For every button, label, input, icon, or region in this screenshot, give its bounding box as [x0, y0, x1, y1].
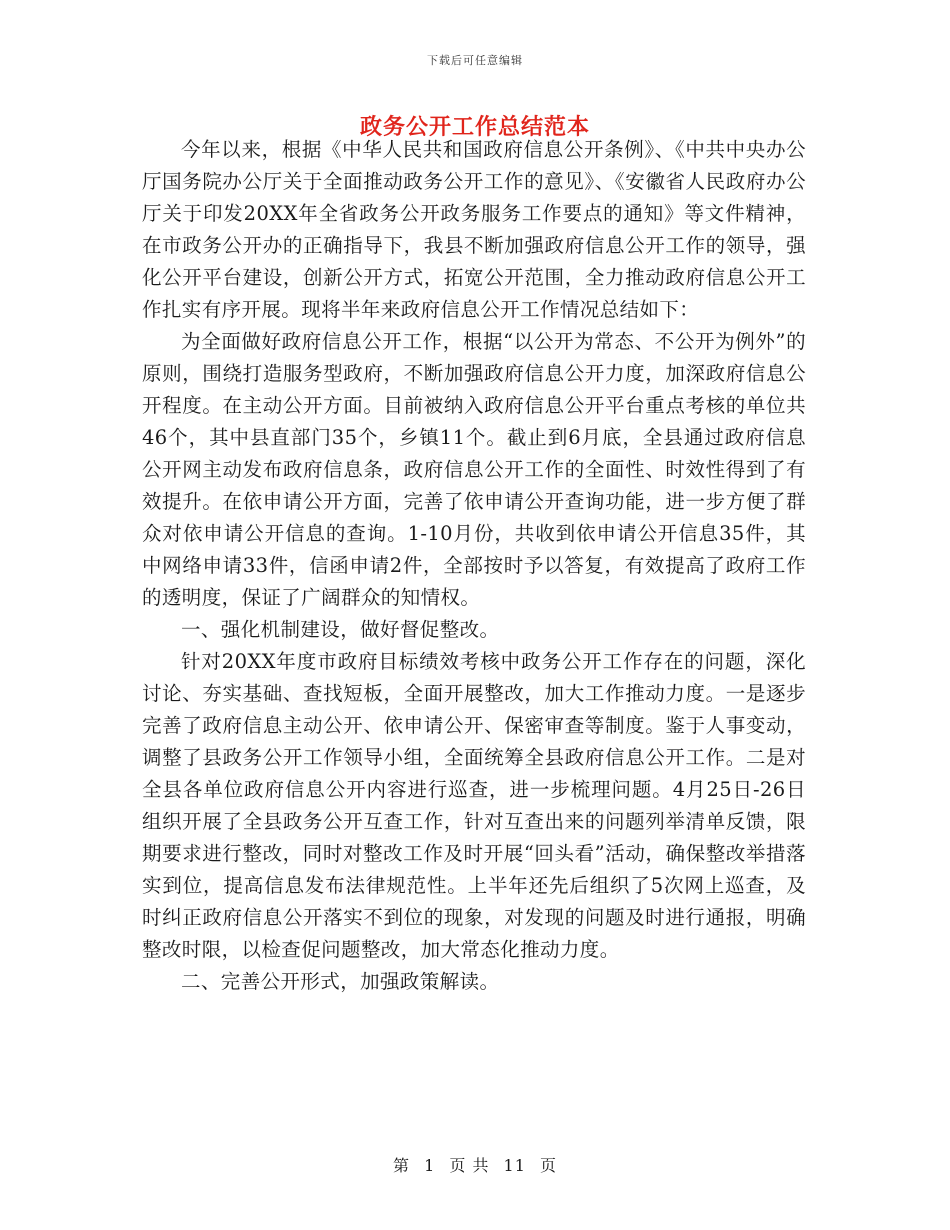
paragraph-intro: 今年以来，根据《中华人民共和国政府信息公开条例》、《中共中央办公厅国务院办公厅关于全面推动政务公开工作的意见》、《安徽省人民政府办公厅关于印发20XX年全省政务公开政务服务工作要点的通知》等文件精神，在市政务公开办的正确指导下，我县不断加强政府信息公开工作的领导，强化公开平台建设，创新公开方式，拓宽公开范围，全力推动政府信息公开工作扎实有序开展。现将半年来政府信息公开工作情况总结如下：: [142, 138, 806, 321]
footer-label-end: 页: [540, 1156, 558, 1175]
paragraph-section-1: 针对20XX年度市政府目标绩效考核中政务公开工作存在的问题，深化讨论、夯实基础、查找短板，全面开展整改，加大工作推动力度。一是逐步完善了政府信息主动公开、依申请公开、保密审查等制度。鉴于人事变动，调整了县政务公开工作领导小组，全面统筹全县政府信息公开工作。二是对全县各单位政府信息公开内容进行巡查，进一步梳理问题。4月25日-26日组织开展了全县政务公开互查工作，针对互查出来的问题列举清单反馈，限期要求进行整改，同时对整改工作及时开展“回头看”活动，确保整改举措落实到位，提高信息发布法律规范性。上半年还先后组织了5次网上巡查，及时纠正政府信息公开落实不到位的现象，对发现的问题及时进行通报，明确整改时限，以检查促问题整改，加大常态化推动力度。: [142, 650, 806, 961]
footer-label-page: 第: [392, 1156, 410, 1175]
header-note: 下载后可任意编辑: [427, 54, 523, 67]
footer-current-page: 1: [424, 1156, 436, 1175]
page-number-footer: [0, 1153, 950, 1176]
paragraph-overview: 为全面做好政府信息公开工作，根据“以公开为常态、不公开为例外”的原则，围绕打造服务型政府，不断加强政府信息公开力度，加深政府信息公开程度。在主动公开方面。目前被纳入政府信息公开平台重点考核的单位共46个，其中县直部门35个，乡镇11个。截止到6月底，全县通过政府信息公开网主动发布政府信息条，政府信息公开工作的全面性、时效性得到了有效提升。在依申请公开方面，完善了依申请公开查询功能，进一步方便了群众对依申请公开信息的查询。1-10月份，共收到依申请公开信息35件，其中网络申请33件，信函申请2件，全部按时予以答复，有效提高了政府工作的透明度，保证了广阔群众的知情权。: [142, 330, 806, 609]
document-body: [142, 134, 806, 998]
document-title: 政务公开工作总结范本: [359, 114, 590, 140]
footer-label-of: 页 共: [449, 1156, 490, 1175]
footer-total-pages: 11: [503, 1156, 526, 1175]
section-heading-2: 二、完善公开形式，加强政策解读。: [181, 970, 500, 993]
section-heading-1: 一、强化机制建设，做好督促整改。: [181, 618, 500, 641]
